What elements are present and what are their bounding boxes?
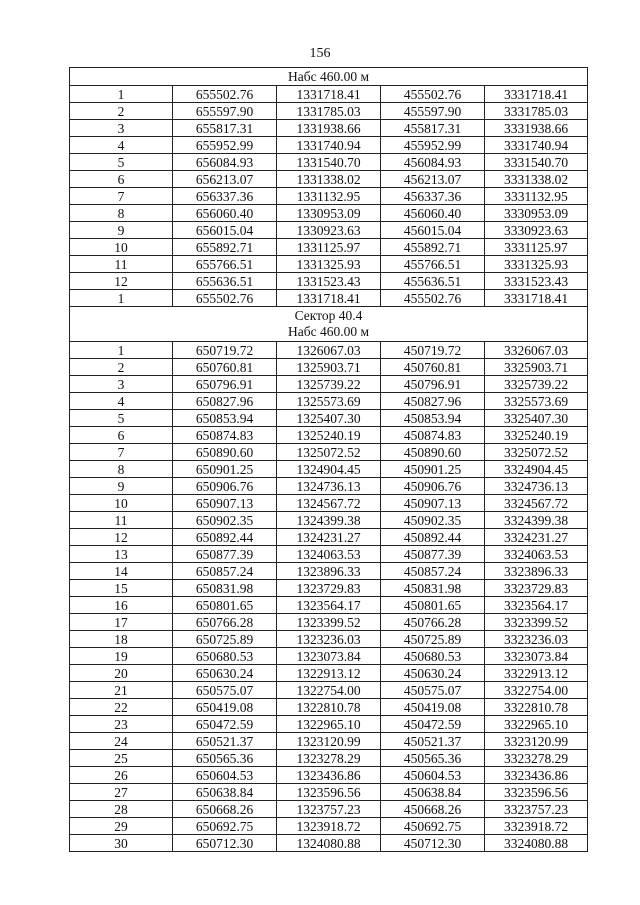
table-row xyxy=(70,614,588,631)
y-coordinate-cell: 1322754.00 xyxy=(277,682,381,699)
table-row xyxy=(70,290,588,307)
table-row xyxy=(70,461,588,478)
y-local-cell: 3323236.03 xyxy=(485,631,588,648)
point-number-cell: 10 xyxy=(70,495,173,512)
x-local-cell: 450902.35 xyxy=(381,512,485,529)
x-coordinate-cell: 650575.07 xyxy=(173,682,277,699)
y-coordinate-cell: 1322965.10 xyxy=(277,716,381,733)
y-coordinate-cell: 1331938.66 xyxy=(277,120,381,137)
table-row xyxy=(70,699,588,716)
x-local-cell: 456337.36 xyxy=(381,188,485,205)
x-local-cell: 450472.59 xyxy=(381,716,485,733)
y-coordinate-cell: 1322913.12 xyxy=(277,665,381,682)
x-local-cell: 450692.75 xyxy=(381,818,485,835)
x-local-cell: 450521.37 xyxy=(381,733,485,750)
section-header-row xyxy=(70,68,588,86)
y-coordinate-cell: 1323564.17 xyxy=(277,597,381,614)
y-coordinate-cell: 1331740.94 xyxy=(277,137,381,154)
x-local-cell: 450796.91 xyxy=(381,376,485,393)
x-local-cell: 455952.99 xyxy=(381,137,485,154)
x-coordinate-cell: 650890.60 xyxy=(173,444,277,461)
x-coordinate-cell: 650680.53 xyxy=(173,648,277,665)
point-number-cell: 20 xyxy=(70,665,173,682)
x-local-cell: 450831.98 xyxy=(381,580,485,597)
point-number-cell: 2 xyxy=(70,359,173,376)
point-number-cell: 12 xyxy=(70,529,173,546)
x-local-cell: 450575.07 xyxy=(381,682,485,699)
x-coordinate-cell: 650725.89 xyxy=(173,631,277,648)
x-coordinate-cell: 650630.24 xyxy=(173,665,277,682)
y-local-cell: 3322965.10 xyxy=(485,716,588,733)
x-local-cell: 450419.08 xyxy=(381,699,485,716)
y-local-cell: 3322754.00 xyxy=(485,682,588,699)
x-coordinate-cell: 655502.76 xyxy=(173,290,277,307)
point-number-cell: 14 xyxy=(70,563,173,580)
table-row xyxy=(70,103,588,120)
x-coordinate-cell: 655766.51 xyxy=(173,256,277,273)
y-local-cell: 3323073.84 xyxy=(485,648,588,665)
x-local-cell: 450853.94 xyxy=(381,410,485,427)
table-row xyxy=(70,222,588,239)
table-row xyxy=(70,478,588,495)
y-coordinate-cell: 1323729.83 xyxy=(277,580,381,597)
table-row xyxy=(70,529,588,546)
point-number-cell: 5 xyxy=(70,154,173,171)
y-local-cell: 3323399.52 xyxy=(485,614,588,631)
point-number-cell: 10 xyxy=(70,239,173,256)
y-coordinate-cell: 1324063.53 xyxy=(277,546,381,563)
section-header-row xyxy=(70,307,588,342)
x-local-cell: 455817.31 xyxy=(381,120,485,137)
y-coordinate-cell: 1323399.52 xyxy=(277,614,381,631)
y-local-cell: 3325072.52 xyxy=(485,444,588,461)
y-local-cell: 3331740.94 xyxy=(485,137,588,154)
x-coordinate-cell: 656084.93 xyxy=(173,154,277,171)
point-number-cell: 7 xyxy=(70,444,173,461)
x-coordinate-cell: 650853.94 xyxy=(173,410,277,427)
x-coordinate-cell: 656337.36 xyxy=(173,188,277,205)
x-coordinate-cell: 650760.81 xyxy=(173,359,277,376)
y-local-cell: 3324231.27 xyxy=(485,529,588,546)
point-number-cell: 1 xyxy=(70,342,173,359)
x-local-cell: 456213.07 xyxy=(381,171,485,188)
x-local-cell: 455502.76 xyxy=(381,86,485,103)
section-title-line: Набс 460.00 м xyxy=(287,324,370,339)
x-local-cell: 456084.93 xyxy=(381,154,485,171)
point-number-cell: 12 xyxy=(70,273,173,290)
y-coordinate-cell: 1323918.72 xyxy=(277,818,381,835)
y-local-cell: 3331523.43 xyxy=(485,273,588,290)
x-local-cell: 450874.83 xyxy=(381,427,485,444)
x-local-cell: 450801.65 xyxy=(381,597,485,614)
y-local-cell: 3323896.33 xyxy=(485,563,588,580)
y-coordinate-cell: 1322810.78 xyxy=(277,699,381,716)
x-coordinate-cell: 650472.59 xyxy=(173,716,277,733)
table-row xyxy=(70,188,588,205)
table-row xyxy=(70,376,588,393)
y-coordinate-cell: 1325407.30 xyxy=(277,410,381,427)
point-number-cell: 16 xyxy=(70,597,173,614)
point-number-cell: 8 xyxy=(70,205,173,222)
table-row xyxy=(70,273,588,290)
table-row xyxy=(70,137,588,154)
x-local-cell: 455636.51 xyxy=(381,273,485,290)
y-coordinate-cell: 1326067.03 xyxy=(277,342,381,359)
y-coordinate-cell: 1330953.09 xyxy=(277,205,381,222)
table-row xyxy=(70,682,588,699)
x-local-cell: 450712.30 xyxy=(381,835,485,852)
coordinates-table xyxy=(69,67,588,852)
x-coordinate-cell: 650906.76 xyxy=(173,478,277,495)
x-coordinate-cell: 650907.13 xyxy=(173,495,277,512)
point-number-cell: 21 xyxy=(70,682,173,699)
x-local-cell: 455892.71 xyxy=(381,239,485,256)
point-number-cell: 4 xyxy=(70,137,173,154)
point-number-cell: 9 xyxy=(70,222,173,239)
point-number-cell: 19 xyxy=(70,648,173,665)
point-number-cell: 9 xyxy=(70,478,173,495)
x-local-cell: 450827.96 xyxy=(381,393,485,410)
x-coordinate-cell: 650877.39 xyxy=(173,546,277,563)
x-coordinate-cell: 650719.72 xyxy=(173,342,277,359)
point-number-cell: 1 xyxy=(70,86,173,103)
x-coordinate-cell: 656060.40 xyxy=(173,205,277,222)
x-local-cell: 450901.25 xyxy=(381,461,485,478)
y-coordinate-cell: 1325240.19 xyxy=(277,427,381,444)
y-coordinate-cell: 1323596.56 xyxy=(277,784,381,801)
x-coordinate-cell: 656015.04 xyxy=(173,222,277,239)
x-local-cell: 450892.44 xyxy=(381,529,485,546)
y-coordinate-cell: 1323278.29 xyxy=(277,750,381,767)
point-number-cell: 8 xyxy=(70,461,173,478)
y-coordinate-cell: 1331718.41 xyxy=(277,290,381,307)
y-local-cell: 3331125.97 xyxy=(485,239,588,256)
y-coordinate-cell: 1331325.93 xyxy=(277,256,381,273)
point-number-cell: 11 xyxy=(70,256,173,273)
section-title-line: Набс 460.00 м xyxy=(287,69,370,84)
table-row xyxy=(70,563,588,580)
point-number-cell: 29 xyxy=(70,818,173,835)
point-number-cell: 6 xyxy=(70,171,173,188)
point-number-cell: 5 xyxy=(70,410,173,427)
table-row xyxy=(70,733,588,750)
page-number: 156 xyxy=(309,46,331,61)
x-local-cell: 450668.26 xyxy=(381,801,485,818)
y-local-cell: 3323729.83 xyxy=(485,580,588,597)
y-local-cell: 3323278.29 xyxy=(485,750,588,767)
x-local-cell: 450890.60 xyxy=(381,444,485,461)
point-number-cell: 24 xyxy=(70,733,173,750)
y-coordinate-cell: 1325573.69 xyxy=(277,393,381,410)
y-local-cell: 3324904.45 xyxy=(485,461,588,478)
table-row xyxy=(70,631,588,648)
y-local-cell: 3331785.03 xyxy=(485,103,588,120)
y-local-cell: 3331132.95 xyxy=(485,188,588,205)
table-row xyxy=(70,205,588,222)
x-local-cell: 450680.53 xyxy=(381,648,485,665)
table-row xyxy=(70,784,588,801)
point-number-cell: 23 xyxy=(70,716,173,733)
point-number-cell: 7 xyxy=(70,188,173,205)
x-local-cell: 455766.51 xyxy=(381,256,485,273)
y-local-cell: 3324399.38 xyxy=(485,512,588,529)
x-local-cell: 450604.53 xyxy=(381,767,485,784)
point-number-cell: 17 xyxy=(70,614,173,631)
y-local-cell: 3323596.56 xyxy=(485,784,588,801)
point-number-cell: 13 xyxy=(70,546,173,563)
x-coordinate-cell: 650831.98 xyxy=(173,580,277,597)
table-row xyxy=(70,716,588,733)
x-local-cell: 450725.89 xyxy=(381,631,485,648)
table-row xyxy=(70,410,588,427)
x-coordinate-cell: 655636.51 xyxy=(173,273,277,290)
point-number-cell: 3 xyxy=(70,376,173,393)
y-local-cell: 3323757.23 xyxy=(485,801,588,818)
x-local-cell: 450638.84 xyxy=(381,784,485,801)
x-coordinate-cell: 650668.26 xyxy=(173,801,277,818)
x-local-cell: 450906.76 xyxy=(381,478,485,495)
x-coordinate-cell: 650419.08 xyxy=(173,699,277,716)
y-coordinate-cell: 1331540.70 xyxy=(277,154,381,171)
table-row xyxy=(70,801,588,818)
point-number-cell: 30 xyxy=(70,835,173,852)
y-local-cell: 3330953.09 xyxy=(485,205,588,222)
section-title xyxy=(70,307,588,342)
table-row xyxy=(70,393,588,410)
point-number-cell: 22 xyxy=(70,699,173,716)
y-local-cell: 3323564.17 xyxy=(485,597,588,614)
y-coordinate-cell: 1331132.95 xyxy=(277,188,381,205)
point-number-cell: 3 xyxy=(70,120,173,137)
y-local-cell: 3324736.13 xyxy=(485,478,588,495)
x-coordinate-cell: 650712.30 xyxy=(173,835,277,852)
x-coordinate-cell: 655817.31 xyxy=(173,120,277,137)
table-row xyxy=(70,86,588,103)
y-coordinate-cell: 1324080.88 xyxy=(277,835,381,852)
x-local-cell: 456015.04 xyxy=(381,222,485,239)
y-coordinate-cell: 1323896.33 xyxy=(277,563,381,580)
y-coordinate-cell: 1323236.03 xyxy=(277,631,381,648)
y-local-cell: 3325407.30 xyxy=(485,410,588,427)
y-local-cell: 3322810.78 xyxy=(485,699,588,716)
x-coordinate-cell: 650796.91 xyxy=(173,376,277,393)
y-coordinate-cell: 1331785.03 xyxy=(277,103,381,120)
y-coordinate-cell: 1324567.72 xyxy=(277,495,381,512)
y-coordinate-cell: 1323073.84 xyxy=(277,648,381,665)
y-local-cell: 3325573.69 xyxy=(485,393,588,410)
x-coordinate-cell: 650874.83 xyxy=(173,427,277,444)
y-coordinate-cell: 1324231.27 xyxy=(277,529,381,546)
section-title-line: Сектор 40.4 xyxy=(294,308,363,323)
table-row xyxy=(70,444,588,461)
y-coordinate-cell: 1323120.99 xyxy=(277,733,381,750)
table-row xyxy=(70,120,588,137)
y-local-cell: 3324567.72 xyxy=(485,495,588,512)
table-row xyxy=(70,597,588,614)
x-coordinate-cell: 655892.71 xyxy=(173,239,277,256)
table-row xyxy=(70,835,588,852)
y-local-cell: 3331540.70 xyxy=(485,154,588,171)
y-coordinate-cell: 1324736.13 xyxy=(277,478,381,495)
table-row xyxy=(70,342,588,359)
table-row xyxy=(70,154,588,171)
table-row xyxy=(70,818,588,835)
y-local-cell: 3324063.53 xyxy=(485,546,588,563)
x-coordinate-cell: 650892.44 xyxy=(173,529,277,546)
x-coordinate-cell: 650638.84 xyxy=(173,784,277,801)
y-coordinate-cell: 1330923.63 xyxy=(277,222,381,239)
x-local-cell: 450719.72 xyxy=(381,342,485,359)
y-local-cell: 3330923.63 xyxy=(485,222,588,239)
y-local-cell: 3325903.71 xyxy=(485,359,588,376)
y-coordinate-cell: 1331125.97 xyxy=(277,239,381,256)
x-local-cell: 450766.28 xyxy=(381,614,485,631)
y-local-cell: 3325240.19 xyxy=(485,427,588,444)
point-number-cell: 4 xyxy=(70,393,173,410)
table-row xyxy=(70,171,588,188)
x-coordinate-cell: 650692.75 xyxy=(173,818,277,835)
y-local-cell: 3323436.86 xyxy=(485,767,588,784)
x-local-cell: 455502.76 xyxy=(381,290,485,307)
point-number-cell: 15 xyxy=(70,580,173,597)
x-local-cell: 450760.81 xyxy=(381,359,485,376)
y-coordinate-cell: 1325739.22 xyxy=(277,376,381,393)
y-coordinate-cell: 1325903.71 xyxy=(277,359,381,376)
point-number-cell: 26 xyxy=(70,767,173,784)
table-row xyxy=(70,512,588,529)
x-coordinate-cell: 655952.99 xyxy=(173,137,277,154)
point-number-cell: 6 xyxy=(70,427,173,444)
y-local-cell: 3331338.02 xyxy=(485,171,588,188)
x-coordinate-cell: 656213.07 xyxy=(173,171,277,188)
x-local-cell: 450630.24 xyxy=(381,665,485,682)
point-number-cell: 25 xyxy=(70,750,173,767)
y-coordinate-cell: 1331718.41 xyxy=(277,86,381,103)
x-coordinate-cell: 650521.37 xyxy=(173,733,277,750)
x-coordinate-cell: 650604.53 xyxy=(173,767,277,784)
x-local-cell: 455597.90 xyxy=(381,103,485,120)
x-coordinate-cell: 650902.35 xyxy=(173,512,277,529)
table-row xyxy=(70,256,588,273)
table-row xyxy=(70,239,588,256)
x-local-cell: 456060.40 xyxy=(381,205,485,222)
x-coordinate-cell: 650766.28 xyxy=(173,614,277,631)
y-coordinate-cell: 1324904.45 xyxy=(277,461,381,478)
y-local-cell: 3323120.99 xyxy=(485,733,588,750)
x-coordinate-cell: 655502.76 xyxy=(173,86,277,103)
point-number-cell: 11 xyxy=(70,512,173,529)
table-row xyxy=(70,359,588,376)
y-local-cell: 3331938.66 xyxy=(485,120,588,137)
y-local-cell: 3326067.03 xyxy=(485,342,588,359)
table-row xyxy=(70,750,588,767)
point-number-cell: 2 xyxy=(70,103,173,120)
table-row xyxy=(70,580,588,597)
x-coordinate-cell: 650857.24 xyxy=(173,563,277,580)
table-row xyxy=(70,648,588,665)
coordinates-table-body xyxy=(70,68,588,852)
y-coordinate-cell: 1325072.52 xyxy=(277,444,381,461)
x-coordinate-cell: 650565.36 xyxy=(173,750,277,767)
point-number-cell: 1 xyxy=(70,290,173,307)
table-row xyxy=(70,767,588,784)
y-local-cell: 3323918.72 xyxy=(485,818,588,835)
x-coordinate-cell: 650827.96 xyxy=(173,393,277,410)
y-local-cell: 3331718.41 xyxy=(485,86,588,103)
y-local-cell: 3325739.22 xyxy=(485,376,588,393)
x-coordinate-cell: 650801.65 xyxy=(173,597,277,614)
table-row xyxy=(70,427,588,444)
x-local-cell: 450907.13 xyxy=(381,495,485,512)
x-local-cell: 450565.36 xyxy=(381,750,485,767)
y-local-cell: 3322913.12 xyxy=(485,665,588,682)
x-coordinate-cell: 650901.25 xyxy=(173,461,277,478)
x-local-cell: 450857.24 xyxy=(381,563,485,580)
section-title xyxy=(70,68,588,86)
y-local-cell: 3324080.88 xyxy=(485,835,588,852)
y-coordinate-cell: 1331523.43 xyxy=(277,273,381,290)
x-local-cell: 450877.39 xyxy=(381,546,485,563)
x-coordinate-cell: 655597.90 xyxy=(173,103,277,120)
point-number-cell: 18 xyxy=(70,631,173,648)
point-number-cell: 27 xyxy=(70,784,173,801)
table-row xyxy=(70,665,588,682)
y-coordinate-cell: 1323757.23 xyxy=(277,801,381,818)
table-row xyxy=(70,546,588,563)
y-coordinate-cell: 1323436.86 xyxy=(277,767,381,784)
point-number-cell: 28 xyxy=(70,801,173,818)
table-row xyxy=(70,495,588,512)
y-local-cell: 3331718.41 xyxy=(485,290,588,307)
y-local-cell: 3331325.93 xyxy=(485,256,588,273)
y-coordinate-cell: 1324399.38 xyxy=(277,512,381,529)
y-coordinate-cell: 1331338.02 xyxy=(277,171,381,188)
